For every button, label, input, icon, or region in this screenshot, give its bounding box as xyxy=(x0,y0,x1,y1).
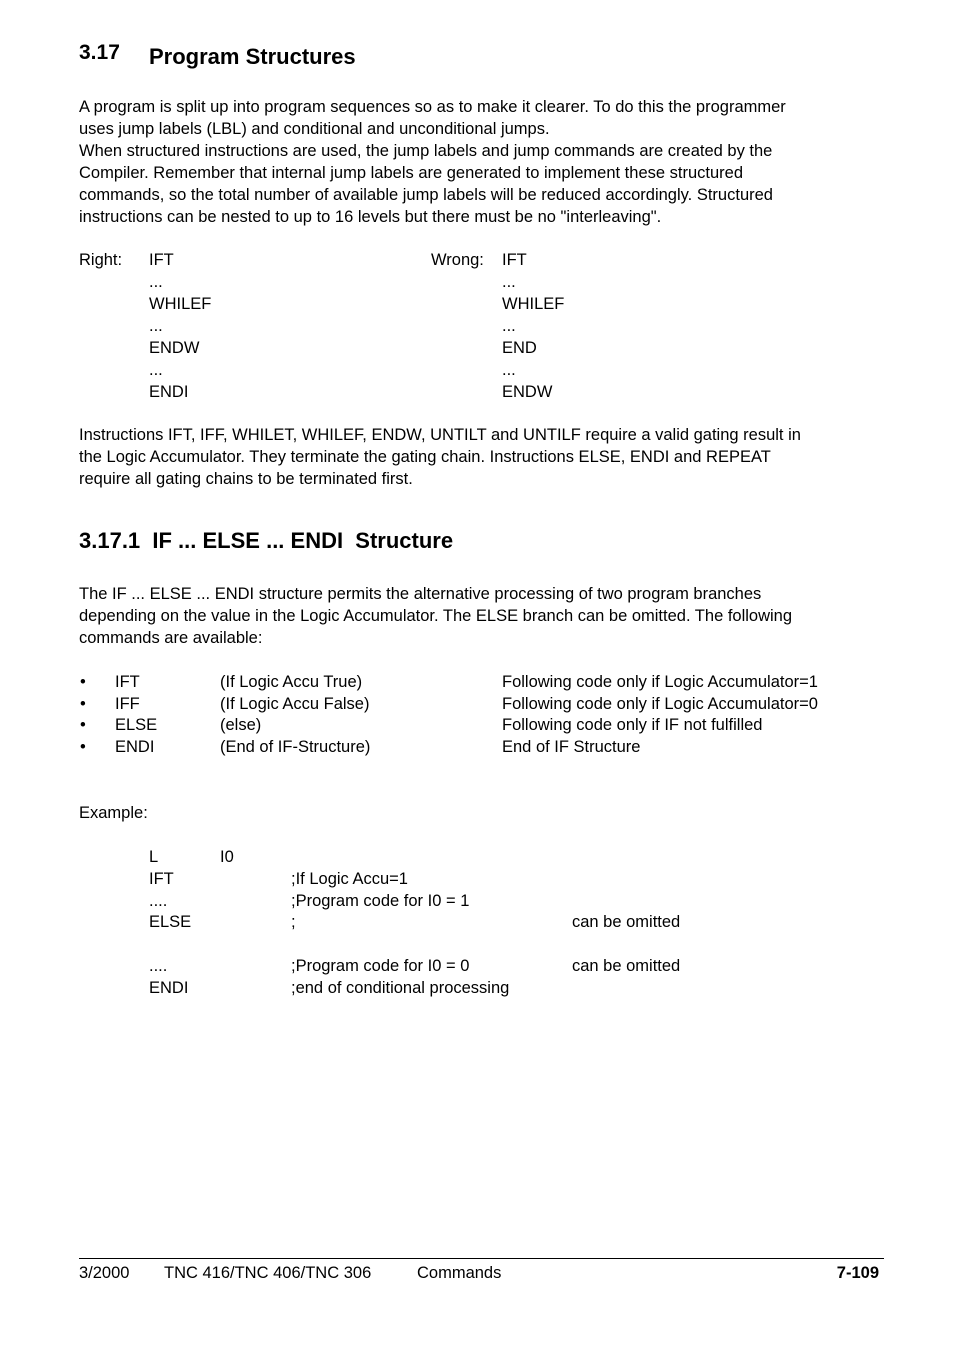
code-instruction: IFT xyxy=(149,870,174,888)
text-line: When structured instructions are used, the jump labels and jump commands are created by the xyxy=(79,142,773,160)
subsection-intro xyxy=(79,583,889,649)
bullet-icon: • xyxy=(80,738,86,756)
code-line: ... xyxy=(149,273,163,291)
example-label: Example: xyxy=(79,804,148,822)
text-line: commands, so the total number of available jump labels will be reduced accordingly. Structured xyxy=(79,186,773,204)
code-note: can be omitted xyxy=(572,957,681,975)
text-line: The IF ... ELSE ... ENDI structure permits the alternative processing of two program branches xyxy=(79,585,762,603)
subsection-title: 3.17.1 IF ... ELSE ... ENDI Structure xyxy=(79,528,454,553)
code-line: IFT xyxy=(149,251,174,269)
bullet-icon: • xyxy=(80,716,86,734)
command-name: IFT xyxy=(115,673,140,691)
footer-chapter: Commands xyxy=(417,1264,502,1282)
text-line: instructions can be nested to up to 16 levels but there must be no "interleaving". xyxy=(79,208,662,226)
code-instruction: .... xyxy=(149,892,168,910)
code-comment: ;Program code for I0 = 0 xyxy=(291,957,470,975)
right-example-code xyxy=(149,249,211,403)
text-line: A program is split up into program sequences so as to make it clearer. To do this the programmer xyxy=(79,98,786,116)
code-instruction: .... xyxy=(149,957,168,975)
code-instruction: ENDI xyxy=(149,979,189,997)
code-comment: ;If Logic Accu=1 xyxy=(291,870,408,888)
code-line: WHILEF xyxy=(502,295,565,313)
code-line: ... xyxy=(502,273,516,291)
command-name: IFF xyxy=(115,695,140,713)
command-description: Following code only if Logic Accumulator=1 xyxy=(502,673,818,691)
code-line: ... xyxy=(149,317,163,335)
code-line: ENDW xyxy=(149,339,200,357)
code-line: ENDW xyxy=(502,383,553,401)
section-number: 3.17 xyxy=(79,41,120,64)
text-line: uses jump labels (LBL) and conditional and unconditional jumps. xyxy=(79,120,550,138)
command-description: Following code only if IF not fulfilled xyxy=(502,716,763,734)
text-line: Instructions IFT, IFF, WHILET, WHILEF, ENDW, UNTILT and UNTILF require a valid gating result in xyxy=(79,426,801,444)
footer-product: TNC 416/TNC 406/TNC 306 xyxy=(164,1264,372,1282)
text-line: Compiler. Remember that internal jump labels are generated to implement these structured xyxy=(79,164,743,182)
bullet-icon: • xyxy=(80,673,86,691)
wrong-label: Wrong: xyxy=(431,251,484,269)
section-title: Program Structures xyxy=(149,44,356,69)
code-line: WHILEF xyxy=(149,295,212,313)
code-line: ... xyxy=(502,317,516,335)
code-note: can be omitted xyxy=(572,913,681,931)
command-name: ELSE xyxy=(115,716,158,734)
section-note xyxy=(79,424,889,490)
text-line: require all gating chains to be terminated first. xyxy=(79,470,413,488)
command-description: End of IF Structure xyxy=(502,738,641,756)
code-line: IFT xyxy=(502,251,527,269)
command-description: Following code only if Logic Accumulator=0 xyxy=(502,695,818,713)
code-line: END xyxy=(502,339,537,357)
right-label: Right: xyxy=(79,251,123,269)
code-operand: I0 xyxy=(220,848,234,866)
code-instruction: ELSE xyxy=(149,913,192,931)
command-meaning: (End of IF-Structure) xyxy=(220,738,371,756)
code-comment: ; xyxy=(291,913,296,931)
code-line: ... xyxy=(502,361,516,379)
text-line: commands are available: xyxy=(79,629,263,647)
code-line: ENDI xyxy=(149,383,189,401)
text-line: depending on the value in the Logic Accumulator. The ELSE branch can be omitted. The following xyxy=(79,607,793,625)
code-line: ... xyxy=(149,361,163,379)
command-meaning: (else) xyxy=(220,716,262,734)
section-intro xyxy=(79,96,889,228)
code-comment: ;end of conditional processing xyxy=(291,979,510,997)
command-meaning: (If Logic Accu True) xyxy=(220,673,363,691)
command-meaning: (If Logic Accu False) xyxy=(220,695,370,713)
footer-rule xyxy=(79,1258,884,1259)
bullet-icon: • xyxy=(80,695,86,713)
code-comment: ;Program code for I0 = 1 xyxy=(291,892,470,910)
code-instruction: L xyxy=(149,848,159,866)
command-name: ENDI xyxy=(115,738,155,756)
text-line: the Logic Accumulator. They terminate the gating chain. Instructions ELSE, ENDI and REPEAT xyxy=(79,448,771,466)
footer-date: 3/2000 xyxy=(79,1264,130,1282)
wrong-example-code xyxy=(502,249,564,403)
page-number: 7-109 xyxy=(836,1264,879,1282)
